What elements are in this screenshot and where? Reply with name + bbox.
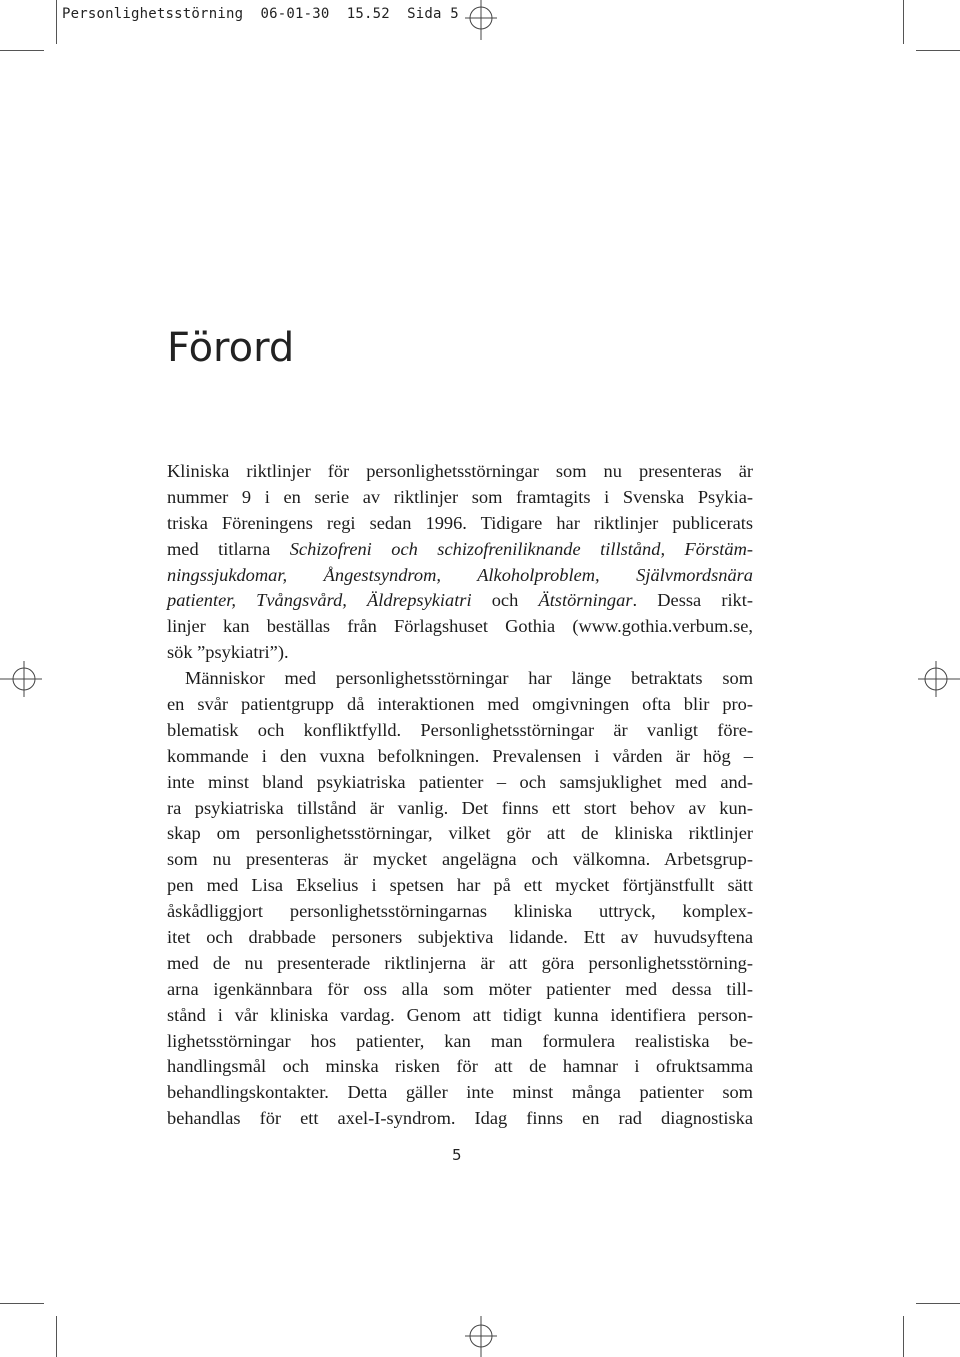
italic-title-text: Schizofreni och schizofreniliknande tillstånd, Förstäm- — [289, 538, 753, 559]
text-line: som nu presenteras är mycket angelägna och välkomna. Arbetsgrup- — [167, 849, 753, 870]
text-line: en svår patientgrupp då interaktionen med omgivningen ofta blir pro- — [167, 694, 753, 715]
text-segment: Kliniska riktlinjer för personlighetsstörningar som nu presenteras är — [167, 461, 753, 481]
text-segment: sök ”psykiatri”). — [167, 642, 289, 663]
text-line — [167, 563, 753, 589]
text-line: handlingsmål och minska risken för att de hamnar i ofruktsamma — [167, 1056, 753, 1077]
text-line — [167, 485, 753, 511]
registration-mark-icon — [461, 1316, 501, 1357]
paragraph-2 — [167, 666, 753, 1132]
crop-mark — [0, 50, 44, 51]
text-segment: . Dessa rikt- — [632, 590, 753, 611]
crop-mark — [0, 1303, 44, 1304]
text-segment: linjer kan beställas från Förlagshuset Gothia (www.gothia.verbum.se, — [167, 616, 753, 637]
text-line: itet och drabbade personers subjektiva lidande. Ett av huvudsyftena — [167, 927, 753, 948]
text-line — [167, 537, 753, 563]
crop-mark — [903, 0, 904, 44]
text-line: inte minst bland psykiatriska patienter – och samsjuklighet med and- — [167, 771, 753, 792]
text-segment: nummer 9 i en serie av riktlinjer som framtagits i Svenska Psykia- — [167, 486, 753, 507]
registration-mark-icon — [461, 0, 501, 40]
text-line — [167, 588, 753, 614]
crop-mark — [56, 1316, 57, 1357]
text-line: med de nu presenterade riktlinjerna är att göra personlighetsstörning- — [167, 952, 753, 973]
page-number: 5 — [452, 1146, 462, 1164]
italic-title-text: patienter, Tvångsvård, Äldrepsykiatri — [167, 590, 472, 611]
body-text — [167, 459, 753, 1132]
text-line: ra psykiatriska tillstånd är vanlig. Det finns ett stort behov av kun- — [167, 797, 753, 818]
text-line: stånd i vår kliniska vardag. Genom att tidigt kunna identifiera person- — [167, 1004, 753, 1025]
page-title: Förord — [167, 325, 295, 371]
text-line — [167, 614, 753, 640]
crop-mark — [916, 50, 960, 51]
text-line — [167, 640, 753, 666]
italic-title-text: ningssjukdomar, Ångestsyndrom, Alkoholproblem, Självmordsnära — [167, 564, 753, 585]
registration-mark-icon — [0, 659, 44, 699]
crop-mark — [903, 1316, 904, 1357]
registration-mark-icon — [916, 659, 960, 699]
crop-mark — [56, 0, 57, 44]
text-segment: med titlarna — [167, 538, 290, 559]
text-segment: triska Föreningens regi sedan 1996. Tidigare har riktlinjer publicerats — [167, 512, 753, 533]
text-line: lighetsstörningar hos patienter, kan man formulera realistiska be- — [167, 1030, 753, 1051]
crop-mark — [916, 1303, 960, 1304]
text-line: arna igenkännbara för oss alla som möter patienter med dessa till- — [167, 978, 753, 999]
text-line — [167, 511, 753, 537]
italic-title-text: Ätstörningar — [538, 590, 633, 611]
text-line: behandlas för ett axel-I-syndrom. Idag finns en rad diagnostiska — [167, 1108, 753, 1129]
text-line: Människor med personlighetsstörningar har länge betraktats som — [185, 668, 753, 689]
text-line — [167, 459, 753, 485]
paragraph-1 — [167, 459, 753, 666]
text-line: blematisk och konfliktfylld. Personlighetsstörningar är vanligt före- — [167, 719, 753, 740]
text-line: skap om personlighetsstörningar, vilket gör att de kliniska riktlinjer — [167, 823, 753, 844]
text-line: behandlingskontakter. Detta gäller inte minst många patienter som — [167, 1082, 753, 1103]
text-line: åskådliggjort personlighetsstörningarnas kliniska uttryck, komplex- — [167, 901, 753, 922]
print-slug: Personlighetsstörning 06-01-30 15.52 Sida 5 — [62, 6, 459, 22]
text-line: pen med Lisa Ekselius i spetsen har på ett mycket förtjänstfullt sätt — [167, 875, 753, 896]
text-segment: och — [471, 590, 539, 611]
text-line: kommande i den vuxna befolkningen. Prevalensen i vården är hög – — [167, 745, 753, 766]
